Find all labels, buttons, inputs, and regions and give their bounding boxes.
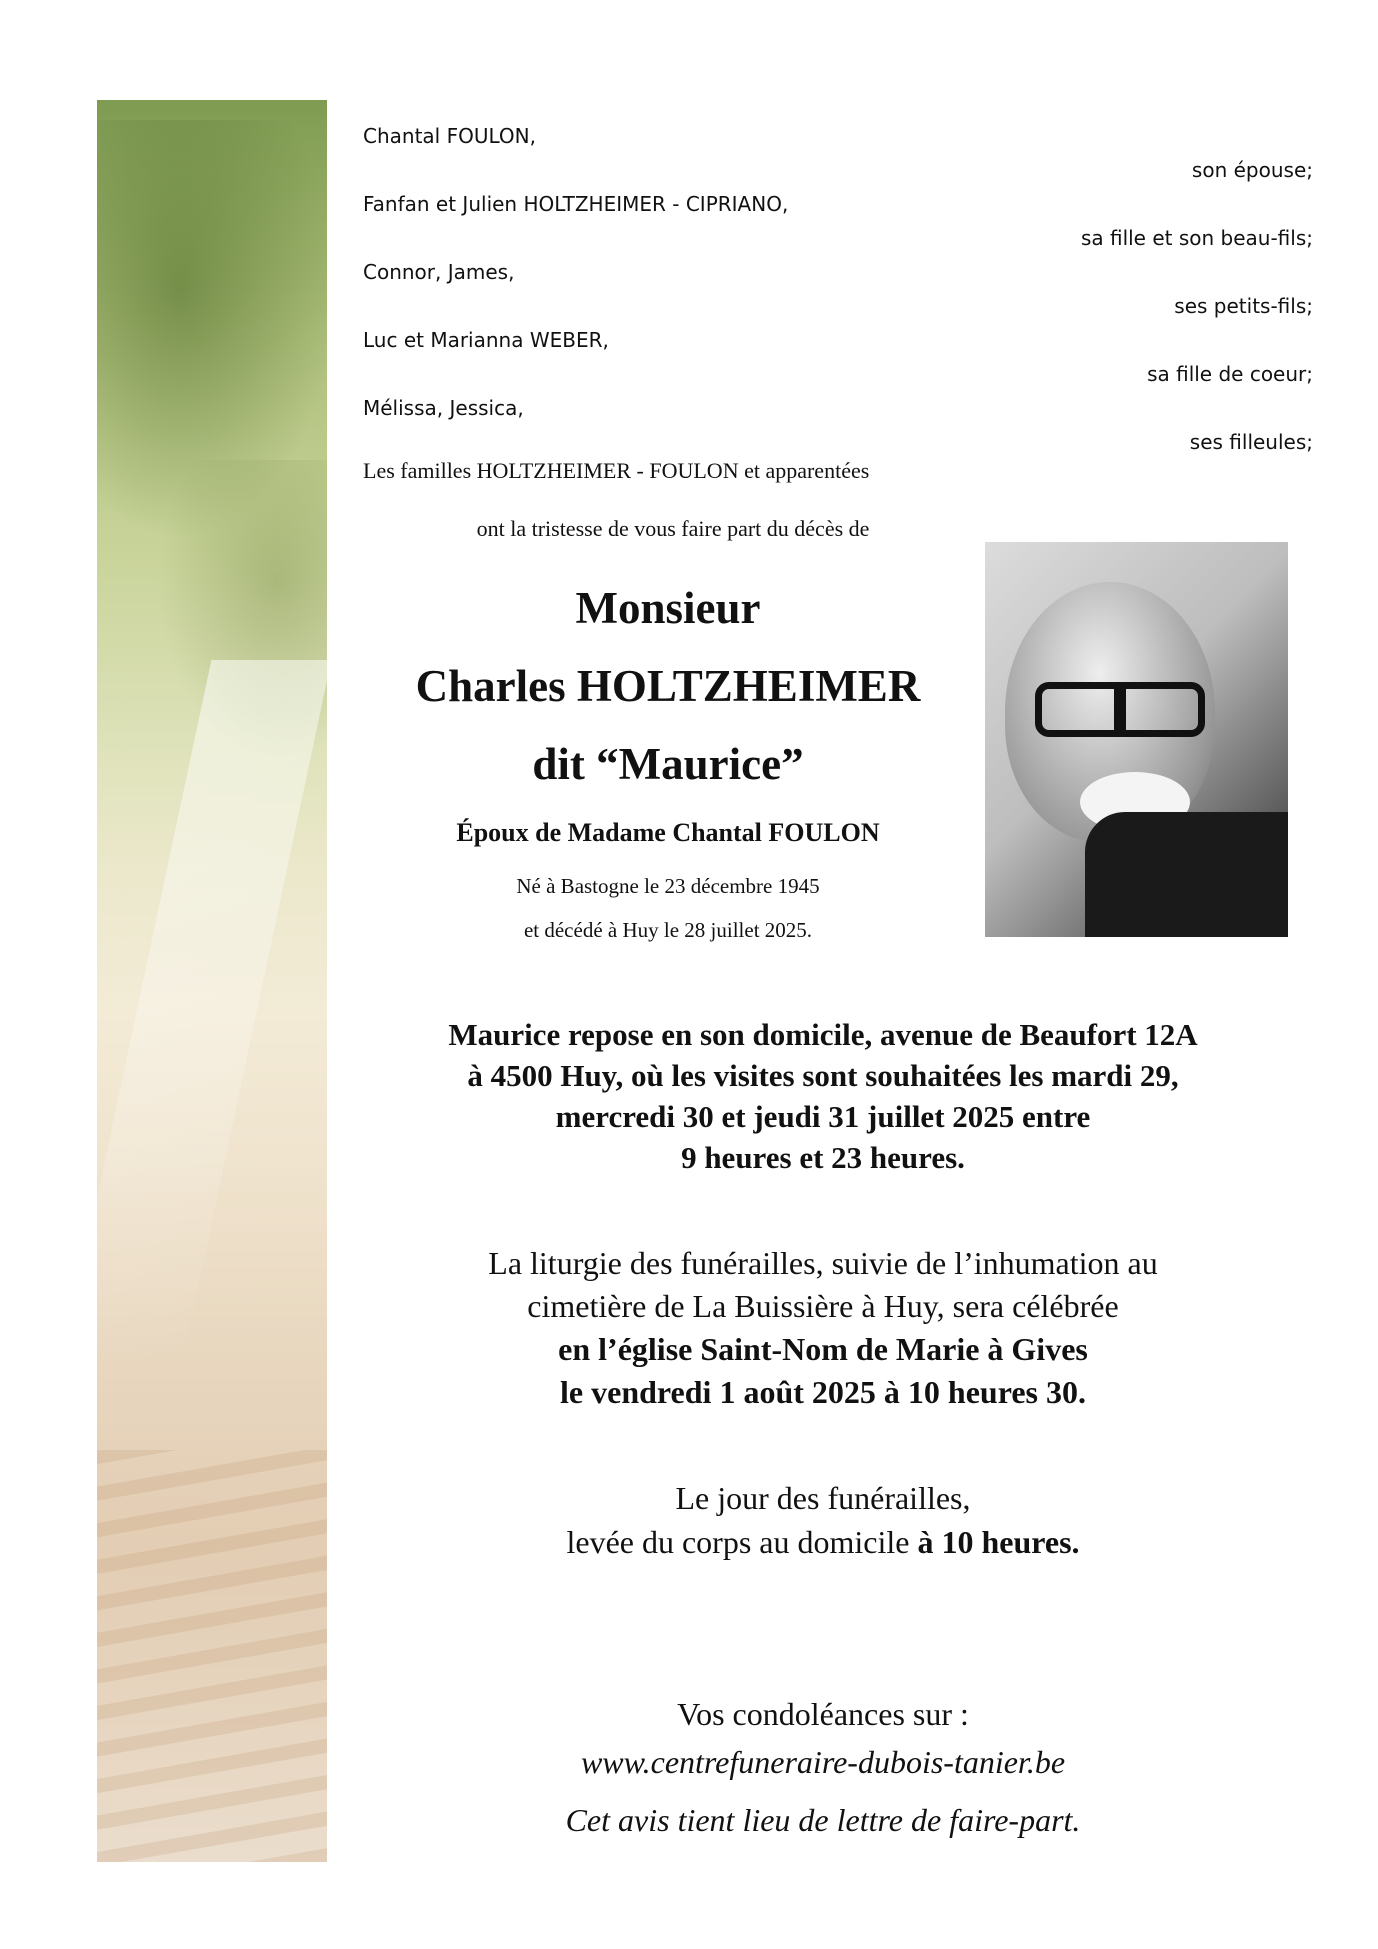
deceased-portrait-photo [985, 542, 1288, 937]
family-names: Chantal FOULON, [363, 124, 536, 148]
family-names: Fanfan et Julien HOLTZHEIMER - CIPRIANO, [363, 192, 789, 216]
portrait-shirt [1085, 812, 1288, 937]
liturgy-line: cimetière de La Buissière à Huy, sera célébrée [527, 1288, 1119, 1324]
condolences-label: Vos condoléances sur : [677, 1696, 969, 1732]
light-ray [97, 660, 327, 1360]
portrait-glasses [1035, 682, 1205, 737]
extended-family: Les familles HOLTZHEIMER - FOULON et apparentées [363, 458, 870, 483]
funeral-day-line: Le jour des funérailles, [675, 1480, 971, 1516]
funeral-day-line [363, 1520, 1283, 1564]
family-relation: sa fille de coeur; [1147, 362, 1313, 386]
visitation-line: à 4500 Huy, où les visites sont souhaitées les mardi 29, [467, 1058, 1179, 1093]
deceased-nickname: dit “Maurice” [532, 739, 804, 789]
visitation-line: mercredi 30 et jeudi 31 juillet 2025 entre [555, 1099, 1091, 1134]
forest-path [97, 1450, 327, 1862]
death-line: et décédé à Huy le 28 juillet 2025. [523, 918, 813, 942]
family-names: Mélissa, Jessica, [363, 396, 524, 420]
announcement-line: ont la tristesse de vous faire part du décès de [476, 516, 870, 541]
condolences-url-link[interactable]: www.centrefuneraire-dubois-tanier.be [580, 1744, 1066, 1780]
deceased-title: Monsieur [575, 583, 761, 633]
family-relation: son épouse; [1191, 158, 1313, 182]
visitation-block [363, 1014, 1283, 1178]
liturgy-datetime: le vendredi 1 août 2025 à 10 heures 30. [560, 1374, 1086, 1410]
visitation-line: Maurice repose en son domicile, avenue de Beaufort 12A [448, 1017, 1198, 1052]
notice-line: Cet avis tient lieu de lettre de faire-part. [565, 1802, 1081, 1838]
condolences-block [363, 1690, 1283, 1786]
decorative-forest-strip [97, 100, 327, 1862]
birth-line: Né à Bastogne le 23 décembre 1945 [516, 874, 820, 898]
family-relation: sa fille et son beau-fils; [1080, 226, 1313, 250]
spouse-line: Époux de Madame Chantal FOULON [456, 818, 880, 847]
family-names: Luc et Marianna WEBER, [363, 328, 609, 352]
visitation-line: 9 heures et 23 heures. [681, 1140, 965, 1175]
deceased-name: Charles HOLTZHEIMER [415, 661, 921, 711]
levee-time: à 10 heures. [917, 1524, 1080, 1560]
funeral-day-block [363, 1476, 1283, 1564]
family-relation: ses petits-fils; [1174, 294, 1313, 318]
liturgy-church: en l’église Saint-Nom de Marie à Gives [558, 1331, 1088, 1367]
liturgy-block [363, 1242, 1283, 1414]
liturgy-line: La liturgie des funérailles, suivie de l’inhumation au [488, 1245, 1158, 1281]
levee-text: levée du corps au domicile [566, 1524, 918, 1560]
family-relation: ses filleules; [1189, 430, 1313, 454]
family-names: Connor, James, [363, 260, 515, 284]
